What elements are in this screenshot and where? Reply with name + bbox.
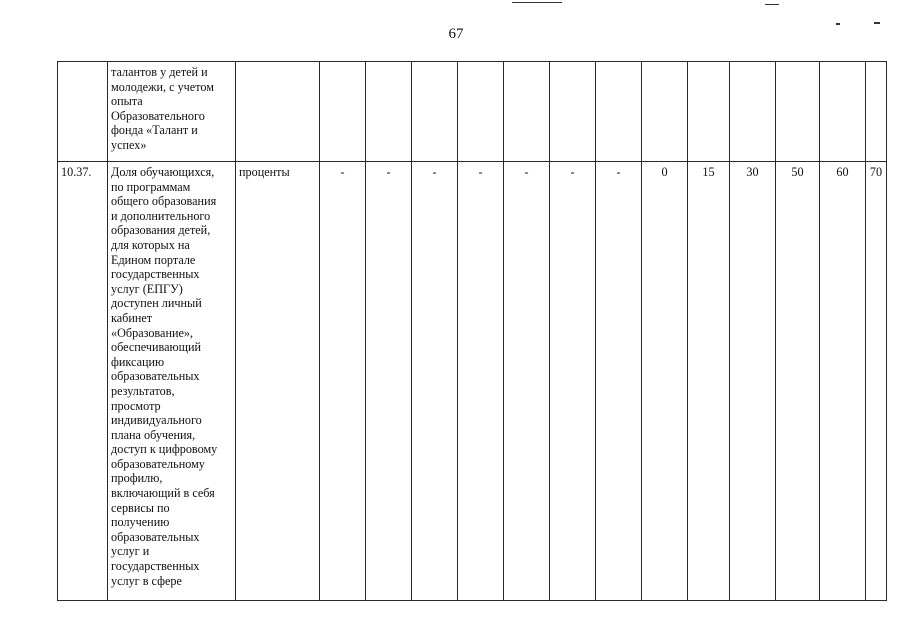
- scan-mark-speck: [874, 22, 880, 24]
- table-row: [58, 62, 887, 162]
- name-line: образовательных: [111, 529, 200, 544]
- name-line: для которых на: [111, 237, 190, 252]
- value-cell: [596, 62, 642, 162]
- value-cell: [504, 62, 550, 162]
- value-cell: -: [550, 162, 596, 601]
- name-line: фонда «Талант и: [111, 123, 198, 138]
- value-cell: [776, 62, 820, 162]
- name-line: включающий в себя: [111, 486, 215, 501]
- name-line: сервисы по: [111, 500, 170, 515]
- row-number-cell: 10.37.: [58, 162, 108, 601]
- name-line: плана обучения,: [111, 427, 196, 442]
- name-line: государственных: [111, 559, 200, 574]
- name-line: индивидуального: [111, 413, 202, 428]
- value-cell: [412, 62, 458, 162]
- value-cell: [642, 62, 688, 162]
- unit-cell: проценты: [236, 162, 320, 601]
- name-line: получению: [111, 515, 170, 530]
- name-line: фиксацию: [111, 354, 165, 369]
- indicator-name-cell: [108, 62, 236, 162]
- value-cell: 0: [642, 162, 688, 601]
- value-cell: [866, 62, 887, 162]
- indicator-table: [57, 61, 887, 601]
- indicator-name-cell: [108, 162, 236, 601]
- name-line: доступен личный: [111, 296, 202, 311]
- name-line: Доля обучающихся,: [111, 165, 215, 179]
- value-cell: -: [412, 162, 458, 601]
- row-number-cell: [58, 62, 108, 162]
- name-line: просмотр: [111, 398, 161, 413]
- name-line: образовательных: [111, 369, 200, 384]
- value-cell: 15: [688, 162, 730, 601]
- name-line: успех»: [111, 137, 147, 152]
- name-line: общего образования: [111, 194, 217, 209]
- value-cell: 60: [820, 162, 866, 601]
- value-cell: [320, 62, 366, 162]
- value-cell: 70: [866, 162, 887, 601]
- value-cell: [366, 62, 412, 162]
- name-line: по программам: [111, 179, 191, 194]
- value-cell: [688, 62, 730, 162]
- name-line: профилю,: [111, 471, 163, 486]
- name-line: и дополнительного: [111, 208, 211, 223]
- name-line: Образовательного: [111, 108, 205, 123]
- name-line: Едином портале: [111, 252, 196, 267]
- name-line: услуг и: [111, 544, 150, 559]
- value-cell: [820, 62, 866, 162]
- name-line: образовательному: [111, 456, 205, 471]
- name-line: кабинет: [111, 310, 153, 325]
- name-line: молодежи, с учетом: [111, 79, 214, 94]
- value-cell: -: [596, 162, 642, 601]
- scan-mark-top-right-dash: [765, 4, 779, 5]
- name-line: государственных: [111, 267, 200, 282]
- name-line: опыта: [111, 94, 143, 109]
- value-cell: 50: [776, 162, 820, 601]
- scan-mark-speck: [836, 23, 840, 25]
- value-cell: -: [366, 162, 412, 601]
- value-cell: -: [504, 162, 550, 601]
- name-line: обеспечивающий: [111, 340, 202, 355]
- table-row: [58, 162, 887, 601]
- name-line: образования детей,: [111, 223, 211, 238]
- scan-mark-top-line: [512, 2, 562, 3]
- value-cell: [458, 62, 504, 162]
- page-number: 67: [448, 26, 464, 42]
- name-line: услуг (ЕПГУ): [111, 281, 183, 296]
- value-cell: 30: [730, 162, 776, 601]
- name-line: услуг в сфере: [111, 573, 182, 588]
- value-cell: -: [320, 162, 366, 601]
- unit-cell: [236, 62, 320, 162]
- name-line: талантов у детей и: [111, 65, 208, 79]
- name-line: «Образование»,: [111, 325, 194, 340]
- value-cell: [730, 62, 776, 162]
- name-line: доступ к цифровому: [111, 442, 218, 457]
- value-cell: [550, 62, 596, 162]
- name-line: результатов,: [111, 383, 175, 398]
- value-cell: -: [458, 162, 504, 601]
